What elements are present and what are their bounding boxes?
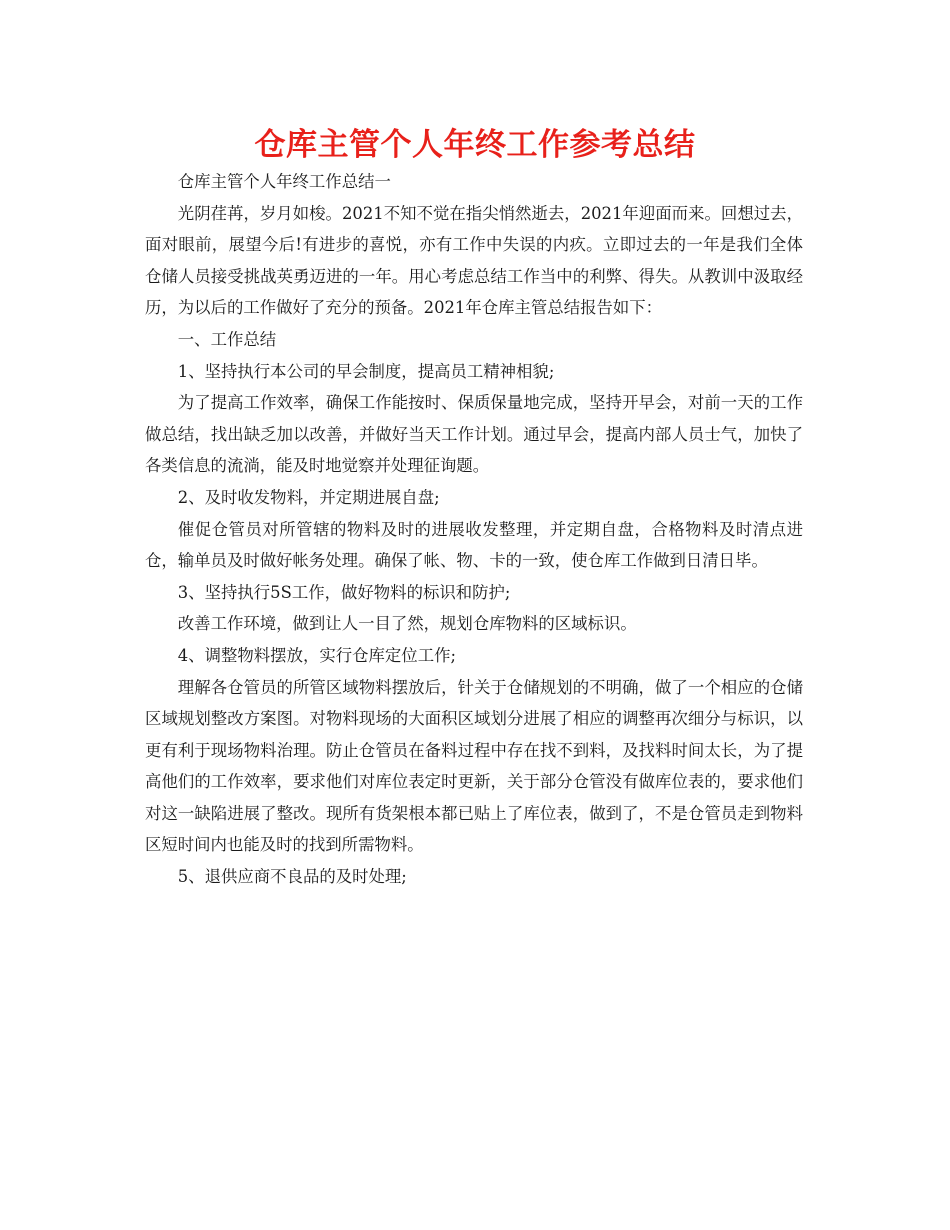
item-body-3: 改善工作环境，做到让人一目了然，规划仓库物料的区域标识。 — [177, 614, 637, 634]
item-body-2: 催促仓管员对所管辖的物料及时的进展收发整理，并定期自盘，合格物料及时清点进仓，输单员及时做好帐务处理。确保了帐、物、卡的一致，使仓库工作做到日清日毕。 — [145, 519, 803, 571]
item-body-1: 为了提高工作效率，确保工作能按时、保质保量地完成，坚持开早会，对前一天的工作做总结，找出缺乏加以改善，并做好当天工作计划。通过早会，提高内部人员士气，加快了各类信息的流淌，能及时地觉察并处理征询题。 — [145, 393, 803, 476]
item-heading-1: 1、坚持执行本公司的早会制度，提高员工精神相貌; — [177, 361, 555, 381]
item-body-4: 理解各仓管员的所管区域物料摆放后，针关于仓储规划的不明确，做了一个相应的仓储区域规划整改方案图。对物料现场的大面积区域划分进展了相应的调整再次细分与标识，以更有利于现场物料治理。防止仓管员在备料过程中存在找不到料，及找料时间太长，为了提高他们的工作效率，要求他们对库位表定时更新，关于部分仓管没有做库位表的，要求他们对这一缺陷进展了整改。现所有货架根本都已贴上了库位表，做到了，不是仓管员走到物料区短时间内也能及时的找到所需物料。 — [145, 677, 803, 855]
section-heading: 一、工作总结 — [177, 329, 277, 349]
document-title: 仓库主管个人年终工作参考总结 — [254, 127, 696, 163]
item-heading-3: 3、坚持执行5S工作，做好物料的标识和防护; — [177, 582, 511, 602]
paragraph-subtitle: 仓库主管个人年终工作总结一 — [177, 172, 391, 191]
item-heading-5: 5、退供应商不良品的及时处理; — [177, 867, 407, 887]
document-body — [145, 166, 803, 893]
paragraph-intro: 光阴荏苒，岁月如梭。2021不知不觉在指尖悄然逝去，2021年迎面而来。回想过去，面对眼前，展望今后!有进步的喜悦，亦有工作中失误的内疚。立即过去的一年是我们全体仓储人员接受挑战英勇迈进的一年。用心考虑总结工作当中的利弊、得失。从教训中汲取经历，为以后的工作做好了充分的预备。2021年仓库主管总结报告如下： — [145, 203, 803, 318]
item-heading-2: 2、及时收发物料，并定期进展自盘; — [177, 487, 440, 507]
item-heading-4: 4、调整物料摆放，实行仓库定位工作; — [177, 645, 456, 665]
